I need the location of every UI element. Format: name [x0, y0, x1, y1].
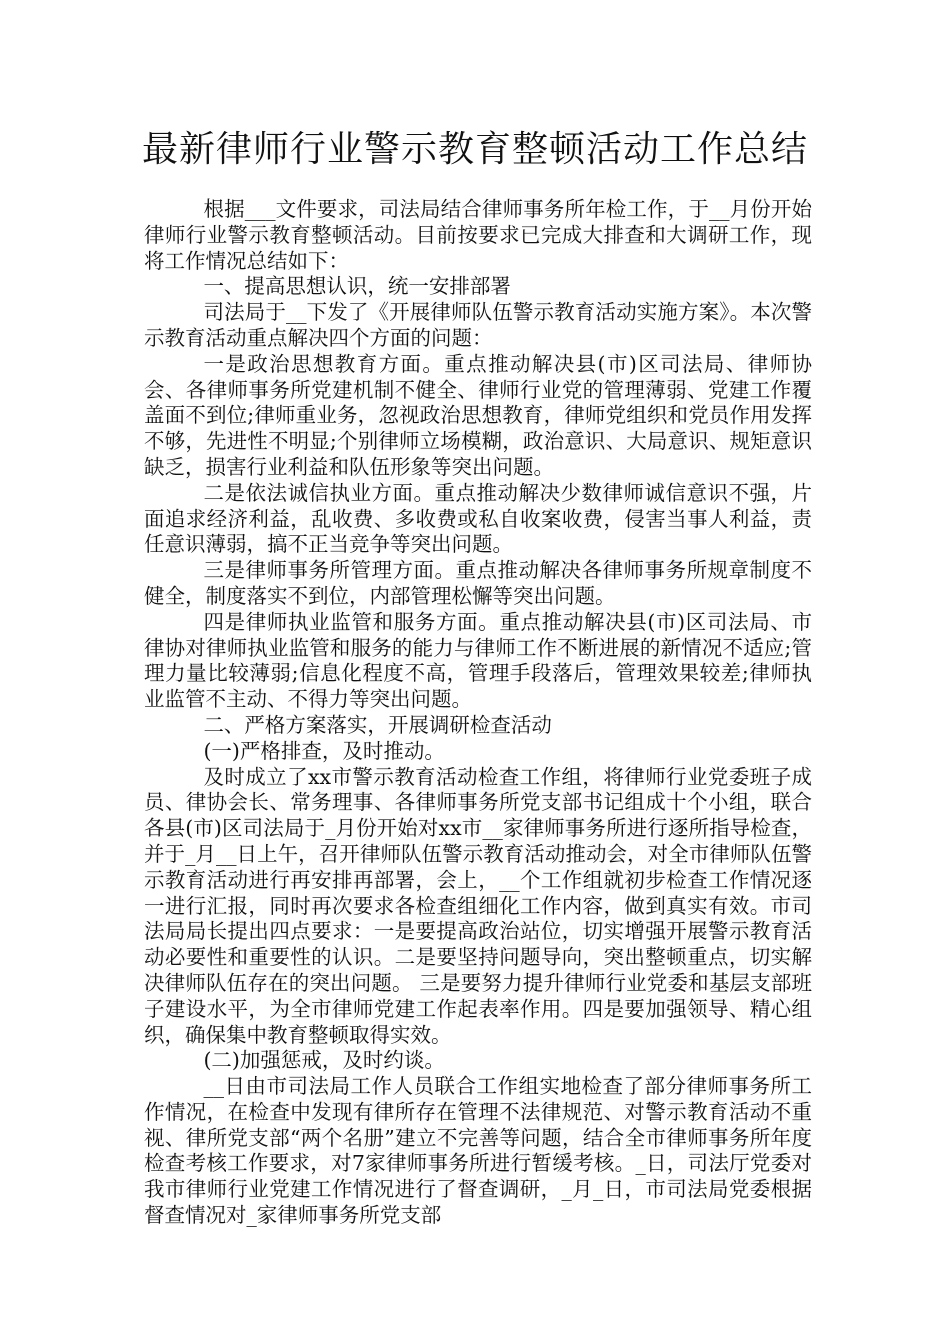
paragraph-discipline: __日由市司法局工作人员联合工作组实地检查了部分律师事务所工作情况，在检查中发现有律所存在管理不法律规范、对警示教育活动不重视、律所党支部“两个名册”建立不完善等问题，结合全市律师事务所年度检查考核工作要求，对7家律师事务所进行暂缓考核。_日，司法厅党委对我市律师行业党建工作情况进行了督查调研，_月_日，市司法局党委根据督查情况对_家律师事务所党支部 — [144, 1074, 812, 1228]
paragraph-issue-political: 一是政治思想教育方面。重点推动解决县(市)区司法局、律师协会、各律师事务所党建机制不健全、律师行业党的管理薄弱、党建工作覆盖面不到位;律师重业务，忽视政治思想教育，律师党组织和党员作用发挥不够，先进性不明显;个别律师立场模糊，政治意识、大局意识、规矩意识缺乏，损害行业利益和队伍形象等突出问题。 — [144, 351, 812, 479]
paragraph-intro: 根据___文件要求，司法局结合律师事务所年检工作，于__月份开始律师行业警示教育整顿活动。目前按要求已完成大排查和大调研工作，现将工作情况总结如下： — [144, 197, 812, 273]
document-title: 最新律师行业警示教育整顿活动工作总结 — [141, 129, 808, 170]
section-heading-1: 一、提高思想认识，统一安排部署 — [203, 274, 511, 299]
paragraph-issue-integrity: 二是依法诚信执业方面。重点推动解决少数律师诚信意识不强，片面追求经济利益，乱收费、多收费或私自收案收费，侵害当事人利益，责任意识薄弱，搞不正当竞争等突出问题。 — [144, 480, 812, 557]
paragraph-inspection: 及时成立了xx市警示教育活动检查工作组，将律师行业党委班子成员、律协会长、常务理事、各律师事务所党支部书记组成十个小组，联合各县(市)区司法局于_月份开始对xx市__家律师事务所进行逐所指导检查，并于_月__日上午，召开律师队伍警示教育活动推动会，对全市律师队伍警示教育活动进行再安排再部署，会上，__个工作组就初步检查工作情况逐一进行汇报，同时再次要求各检查组细化工作内容，做到真实有效。市司法局局长提出四点要求：一是要提高政治站位，切实增强开展警示教育活动必要性和重要性的认识。二是要坚持问题导向，突出整顿重点，切实解决律师队伍存在的突出问题。 三是要努力提升律师行业党委和基层支部班子建设水平，为全市律师党建工作起表率作用。四是要加强领导、精心组织，确保集中教育整顿取得实效。 — [144, 764, 812, 1047]
subsection-heading-2: (二)加强惩戒，及时约谈。 — [203, 1048, 445, 1073]
document-body — [144, 197, 812, 1229]
section-heading-2: 二、严格方案落实，开展调研检查活动 — [203, 712, 552, 737]
paragraph-plan: 司法局于__下发了《开展律师队伍警示教育活动实施方案》。本次警示教育活动重点解决四个方面的问题： — [144, 300, 812, 350]
subsection-heading-1: (一)严格排查，及时推动。 — [203, 738, 445, 763]
paragraph-issue-supervision: 四是律师执业监管和服务方面。重点推动解决县(市)区司法局、市律协对律师执业监管和服务的能力与律师工作不断进展的新情况不适应;管理力量比较薄弱;信息化程度不高，管理手段落后，管理效果较差;律师执业监管不主动、不得力等突出问题。 — [144, 609, 812, 712]
paragraph-issue-management: 三是律师事务所管理方面。重点推动解决各律师事务所规章制度不健全，制度落实不到位，内部管理松懈等突出问题。 — [144, 558, 812, 608]
